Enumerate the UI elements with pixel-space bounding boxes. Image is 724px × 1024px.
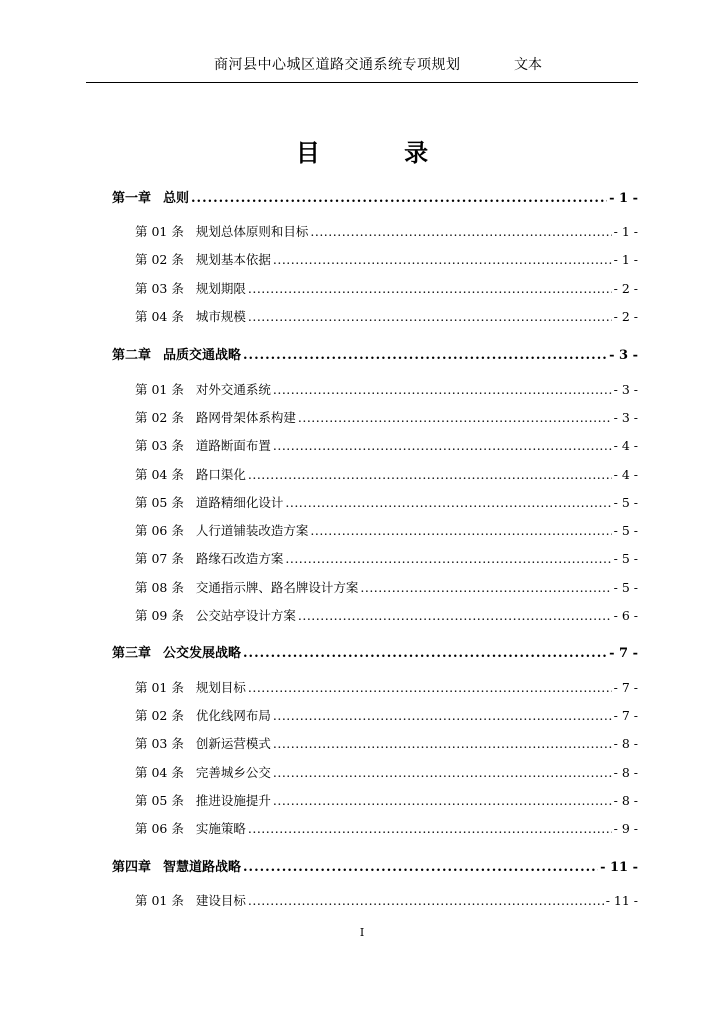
toc-item-entry[interactable] xyxy=(135,493,638,511)
document-title: 商河县中心城区道路交通系统专项规划 xyxy=(214,57,461,73)
toc-entry-page: - 11 - xyxy=(605,893,638,908)
toc-entry-number: 第 01 条 xyxy=(135,893,184,908)
dot-leader xyxy=(191,191,607,206)
dot-leader xyxy=(298,410,612,425)
toc-entry-title: 对外交通系统 xyxy=(195,382,271,397)
dot-leader xyxy=(248,467,612,482)
toc-entry-label xyxy=(135,307,246,325)
toc-entry-label xyxy=(135,891,246,909)
toc-entry-title: 规划期限 xyxy=(195,281,246,296)
toc-entry-label xyxy=(135,578,358,596)
toc-entry-number: 第 06 条 xyxy=(135,523,184,538)
toc-entry-label xyxy=(135,222,308,240)
toc-entry-page: - 7 - xyxy=(609,646,638,661)
toc-item-entry[interactable] xyxy=(135,549,638,567)
dot-leader xyxy=(248,821,612,836)
toc-entry-label xyxy=(135,521,308,539)
toc-chapter-entry[interactable] xyxy=(112,187,638,206)
dot-leader xyxy=(310,224,611,239)
toc-entry-label xyxy=(135,493,283,511)
toc-entry-label xyxy=(135,706,271,724)
toc-entry-label xyxy=(112,856,241,875)
toc-entry-label xyxy=(135,819,246,837)
dot-leader xyxy=(273,736,612,751)
toc-entry-title: 道路断面布置 xyxy=(195,438,271,453)
toc-entry-page: - 4 - xyxy=(613,467,638,482)
toc-entry-title: 城市规模 xyxy=(195,309,246,324)
dot-leader xyxy=(243,860,598,875)
toc-item-entry[interactable] xyxy=(135,819,638,837)
toc-entry-title: 公交站亭设计方案 xyxy=(195,608,296,623)
toc-entry-number: 第 05 条 xyxy=(135,793,184,808)
toc-entry-page: - 7 - xyxy=(613,680,638,695)
toc-entry-number: 第 02 条 xyxy=(135,252,184,267)
toc-entry-title: 规划总体原则和目标 xyxy=(195,224,309,239)
dot-leader xyxy=(273,438,612,453)
toc-entry-title: 路缘石改造方案 xyxy=(195,551,284,566)
toc-entry-number: 第一章 xyxy=(112,191,152,206)
toc-entry-page: - 5 - xyxy=(613,551,638,566)
toc-entry-page: - 1 - xyxy=(609,191,638,206)
toc-entry-page: - 8 - xyxy=(613,736,638,751)
toc-entry-number: 第 05 条 xyxy=(135,495,184,510)
toc-item-entry[interactable] xyxy=(135,279,638,297)
toc-entry-page: - 4 - xyxy=(613,438,638,453)
toc-chapter-entry[interactable] xyxy=(112,856,638,875)
toc-entry-page: - 3 - xyxy=(609,348,638,363)
toc-entry-number: 第 08 条 xyxy=(135,580,184,595)
toc-entry-title: 完善城乡公交 xyxy=(195,765,271,780)
toc-entry-number: 第 03 条 xyxy=(135,736,184,751)
toc-entry-number: 第 03 条 xyxy=(135,438,184,453)
toc-entry-number: 第三章 xyxy=(112,646,152,661)
toc-entry-page: - 3 - xyxy=(613,382,638,397)
toc-entry-page: - 5 - xyxy=(613,495,638,510)
toc-item-entry[interactable] xyxy=(135,678,638,696)
page-number: I xyxy=(359,926,365,939)
toc-entry-number: 第 01 条 xyxy=(135,680,184,695)
toc-entry-number: 第 06 条 xyxy=(135,821,184,836)
toc-entry-page: - 2 - xyxy=(613,281,638,296)
toc-entry-label xyxy=(135,408,296,426)
toc-item-entry[interactable] xyxy=(135,436,638,454)
dot-leader xyxy=(248,309,612,324)
toc-entry-number: 第 01 条 xyxy=(135,382,184,397)
toc-entry-page: - 3 - xyxy=(613,410,638,425)
toc-entry-title: 优化线网布局 xyxy=(195,708,271,723)
toc-entry-title: 规划基本依据 xyxy=(195,252,271,267)
toc-entry-title: 道路精细化设计 xyxy=(195,495,284,510)
toc-item-entry[interactable] xyxy=(135,578,638,596)
toc-entry-page: - 7 - xyxy=(613,708,638,723)
toc-entry-title: 规划目标 xyxy=(195,680,246,695)
toc-entry-number: 第二章 xyxy=(112,348,152,363)
toc-entry-page: - 9 - xyxy=(613,821,638,836)
toc-entry-number: 第 02 条 xyxy=(135,410,184,425)
dot-leader xyxy=(243,646,607,661)
toc-entry-title: 品质交通战略 xyxy=(163,348,242,363)
toc-entry-title: 路口渠化 xyxy=(195,467,246,482)
toc-entry-label xyxy=(135,763,271,781)
toc-entry-label xyxy=(112,187,189,206)
toc-entry-page: - 8 - xyxy=(613,765,638,780)
toc-item-entry[interactable] xyxy=(135,465,638,483)
toc-chapter-entry[interactable] xyxy=(112,642,638,661)
dot-leader xyxy=(285,495,611,510)
toc-entry-title: 路网骨架体系构建 xyxy=(195,410,296,425)
toc-entry-page: - 2 - xyxy=(613,309,638,324)
toc-entry-label xyxy=(135,250,271,268)
toc-item-entry[interactable] xyxy=(135,408,638,426)
page-header xyxy=(86,50,638,83)
toc-entry-page: - 5 - xyxy=(613,523,638,538)
toc-entry-label xyxy=(135,549,283,567)
dot-leader xyxy=(273,252,612,267)
toc-entry-title: 建设目标 xyxy=(195,893,246,908)
toc-heading: 目 录 xyxy=(295,138,467,167)
toc-entry-label xyxy=(135,734,271,752)
dot-leader xyxy=(248,680,612,695)
toc-entry-number: 第 04 条 xyxy=(135,309,184,324)
toc-entry-number: 第四章 xyxy=(112,860,152,875)
toc-entry-label xyxy=(112,344,241,363)
toc-item-entry[interactable] xyxy=(135,606,638,624)
toc-entry-number: 第 09 条 xyxy=(135,608,184,623)
toc-entry-page: - 8 - xyxy=(613,793,638,808)
toc-entry-number: 第 02 条 xyxy=(135,708,184,723)
toc-entry-title: 实施策略 xyxy=(195,821,246,836)
toc-entry-number: 第 07 条 xyxy=(135,551,184,566)
dot-leader xyxy=(248,893,604,908)
toc-entry-number: 第 04 条 xyxy=(135,765,184,780)
toc-entry-number: 第 03 条 xyxy=(135,281,184,296)
toc-entry-page: - 1 - xyxy=(613,224,638,239)
toc-entry-label xyxy=(135,606,296,624)
toc-entry-number: 第 01 条 xyxy=(135,224,184,239)
toc-entry-label xyxy=(135,279,246,297)
dot-leader xyxy=(310,523,611,538)
toc-entry-page: - 5 - xyxy=(613,580,638,595)
dot-leader xyxy=(243,348,607,363)
dot-leader xyxy=(285,551,611,566)
toc-item-entry[interactable] xyxy=(135,307,638,325)
dot-leader xyxy=(298,608,612,623)
toc-entry-page: - 1 - xyxy=(613,252,638,267)
toc-entry-label xyxy=(135,791,271,809)
toc-entry-title: 人行道铺装改造方案 xyxy=(195,523,309,538)
dot-leader xyxy=(360,580,611,595)
toc-item-entry[interactable] xyxy=(135,222,638,240)
toc-chapter-entry[interactable] xyxy=(112,344,638,363)
toc-entry-page: - 6 - xyxy=(613,608,638,623)
document-type-label: 文本 xyxy=(514,57,542,73)
toc-item-entry[interactable] xyxy=(135,891,638,909)
toc-entry-label xyxy=(135,678,246,696)
toc-item-entry[interactable] xyxy=(135,706,638,724)
toc-item-entry[interactable] xyxy=(135,250,638,268)
toc-item-entry[interactable] xyxy=(135,380,638,398)
toc-entry-title: 推进设施提升 xyxy=(195,793,271,808)
dot-leader xyxy=(273,382,612,397)
toc-entry-label xyxy=(135,380,271,398)
toc-item-entry[interactable] xyxy=(135,763,638,781)
toc-entry-title: 创新运营模式 xyxy=(195,736,271,751)
toc-entry-label xyxy=(135,436,271,454)
toc-entry-title: 交通指示牌、路名牌设计方案 xyxy=(195,580,359,595)
toc-entry-label xyxy=(112,642,241,661)
toc-item-entry[interactable] xyxy=(135,734,638,752)
toc-entry-title: 智慧道路战略 xyxy=(163,860,242,875)
dot-leader xyxy=(273,793,612,808)
toc-item-entry[interactable] xyxy=(135,791,638,809)
toc-entry-page: - 11 - xyxy=(600,860,638,875)
toc-entry-number: 第 04 条 xyxy=(135,467,184,482)
dot-leader xyxy=(273,765,612,780)
toc-entry-title: 总则 xyxy=(163,191,190,206)
toc-entry-label xyxy=(135,465,246,483)
toc-entry-title: 公交发展战略 xyxy=(163,646,242,661)
dot-leader xyxy=(273,708,612,723)
toc-item-entry[interactable] xyxy=(135,521,638,539)
dot-leader xyxy=(248,281,612,296)
